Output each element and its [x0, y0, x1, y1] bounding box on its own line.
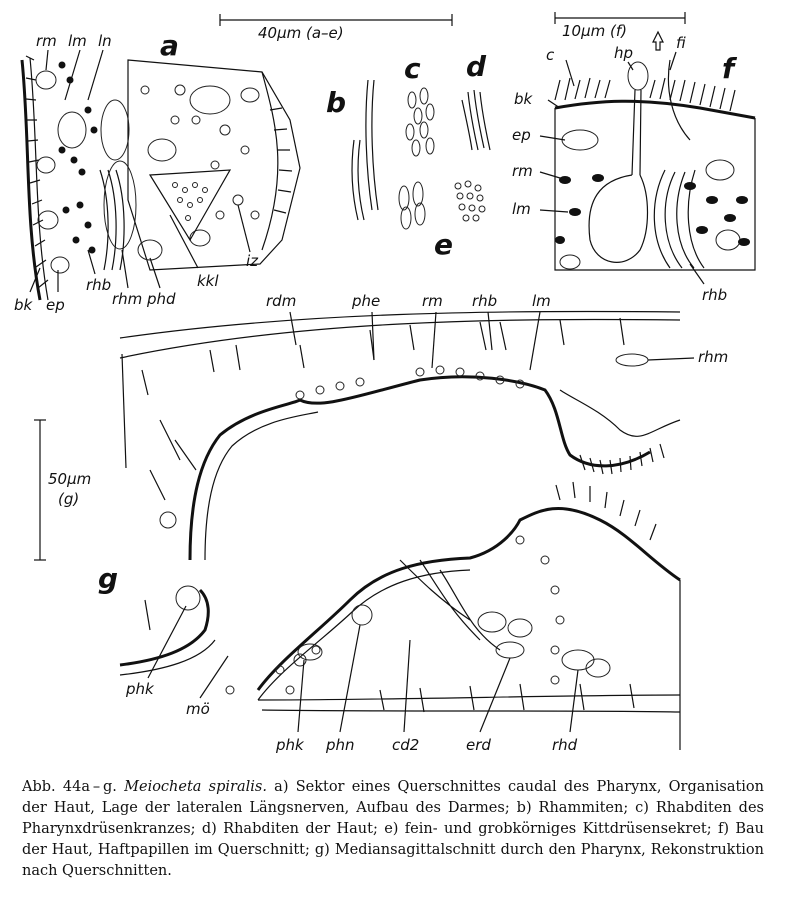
label-a-rm: rm — [36, 32, 57, 50]
scale-bar-g-panel: (g) — [58, 490, 80, 508]
panel-letter-d: d — [466, 50, 487, 83]
label-g-rm: rm — [422, 292, 443, 310]
panel-e-drawing — [399, 181, 485, 229]
panel-d-drawing — [462, 90, 490, 150]
panel-letter-f: f — [722, 52, 735, 85]
panel-letter-g: g — [98, 562, 119, 595]
label-a-iz: iz — [246, 252, 259, 270]
label-g-lm: lm — [532, 292, 551, 310]
scale-bar-f — [555, 12, 685, 40]
label-g-rhb: rhb — [472, 292, 498, 310]
label-g-erd: erd — [466, 736, 491, 754]
label-a-phd: phd — [147, 290, 176, 308]
label-a-rhb: rhb — [86, 276, 112, 294]
label-g-rhd: rhd — [552, 736, 578, 754]
label-f-bk: bk — [514, 90, 533, 108]
label-f-lm: lm — [512, 200, 531, 218]
label-g-phk: phk — [276, 736, 304, 754]
label-a-bk: bk — [14, 296, 33, 314]
label-f-ep: ep — [512, 126, 531, 144]
label-a-ln: ln — [98, 32, 112, 50]
label-g-cd2: cd2 — [392, 736, 420, 754]
scale-bar-g-value: 50µm — [48, 470, 92, 488]
label-g-rhm: rhm — [698, 348, 729, 366]
caption-species: Meiocheta spiralis. — [124, 779, 267, 795]
panel-letter-c: c — [404, 52, 421, 85]
panel-letter-a: a — [160, 29, 179, 62]
label-g-mo: mö — [186, 700, 210, 718]
panel-c-drawing — [406, 88, 434, 156]
scale-bar-ae-label: 40µm (a–e) — [258, 24, 344, 42]
label-f-rhb: rhb — [702, 286, 728, 304]
label-a-rhm: rhm — [112, 290, 143, 308]
label-f-hp: hp — [614, 44, 634, 62]
caption-prefix: Abb. 44a – g. — [22, 779, 117, 795]
panel-g-drawing — [120, 311, 694, 750]
label-f-rm: rm — [512, 162, 533, 180]
panel-letter-b: b — [326, 86, 347, 119]
scale-bar-g — [34, 420, 91, 560]
label-f-fi: fi — [676, 34, 686, 52]
scale-bar-ae — [220, 14, 452, 42]
panel-b-drawing — [352, 80, 378, 220]
figure-caption — [22, 777, 764, 882]
label-a-kkl: kkl — [197, 272, 219, 290]
label-g-phn: phn — [326, 736, 355, 754]
scale-bar-f-label: 10µm (f) — [562, 22, 627, 40]
label-f-c: c — [546, 46, 555, 64]
label-a-ep: ep — [46, 296, 65, 314]
label-g-phk-left: phk — [126, 680, 154, 698]
panel-letter-e: e — [434, 228, 453, 261]
caption-text: a) Sektor eines Querschnittes caudal des Pharynx, Organisation der Haut, Lage der lateralen Längsnerven, Aufbau des Darmes; b) Rhammiten; c) Rhabditen des Pharynxdrüsenkranzes; d) Rhabditen der Haut; e) fein- und grobkörniges Kittdrüsensekret; f) Bau der Haut, Haftpapillen im Querschnitt; g) Mediansagittalschnitt durch den Pharynx, Rekonstruktion nach Querschnitten. — [22, 779, 765, 879]
label-g-phe: phe — [352, 292, 381, 310]
panel-a-drawing — [22, 50, 300, 300]
label-a-lm: lm — [68, 32, 87, 50]
label-g-rdm: rdm — [266, 292, 297, 310]
